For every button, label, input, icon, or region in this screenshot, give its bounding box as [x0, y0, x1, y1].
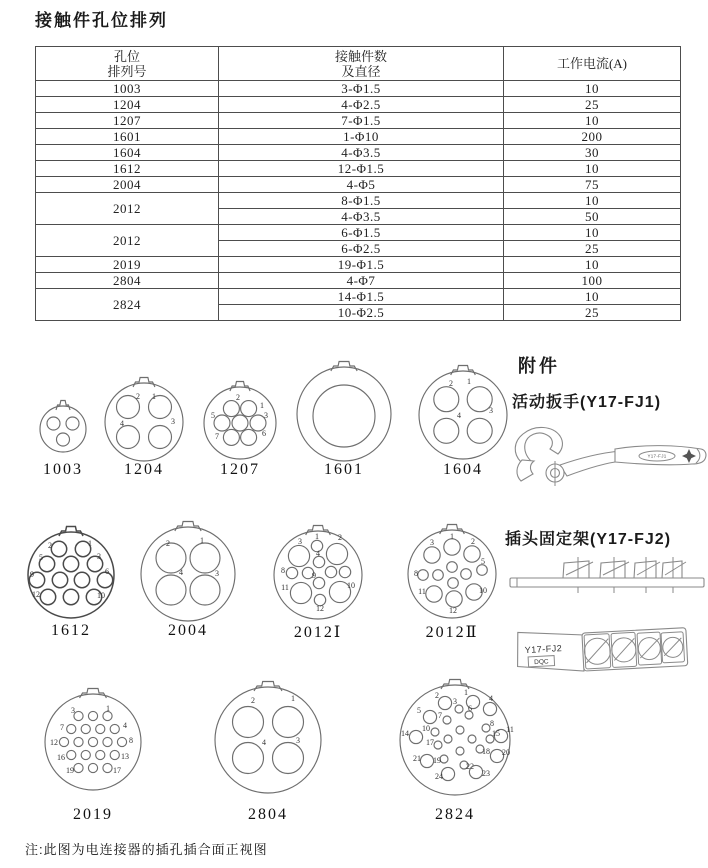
- header-line: 接触件数: [334, 48, 387, 64]
- pin-number: 7: [438, 710, 442, 720]
- connector-face-1612: [12, 516, 130, 634]
- contact-hole: [288, 545, 309, 566]
- pin-number: 10: [422, 723, 430, 733]
- pin-number: 11: [506, 724, 514, 734]
- contact-hole: [461, 569, 472, 580]
- contact-hole: [469, 765, 482, 778]
- contact-hole: [477, 565, 488, 576]
- cell-contact-spec: 4-Φ3.5: [219, 145, 504, 161]
- pin-number: 8: [414, 568, 418, 578]
- connector-face-2804: [199, 671, 337, 809]
- contact-hole: [63, 589, 78, 604]
- wrench-arm: [560, 451, 622, 476]
- contact-hole: [313, 556, 324, 567]
- pin-number: 2: [449, 378, 453, 388]
- contact-hole: [67, 750, 76, 759]
- cell-arrangement-id: 1601: [36, 129, 219, 145]
- pin-number: 5: [39, 552, 43, 562]
- pin-number: 3: [171, 416, 175, 426]
- cell-contact-spec: 14-Φ1.5: [219, 289, 504, 305]
- pin-number: 11: [418, 586, 426, 596]
- contact-hole: [223, 429, 239, 445]
- contact-hole: [57, 433, 70, 446]
- contact-hole: [190, 575, 220, 605]
- pin-number: 1: [450, 531, 454, 541]
- rail-clip: [563, 557, 593, 593]
- pin-number: 2: [251, 695, 255, 705]
- pin-number: 13: [121, 751, 129, 761]
- pin-number: 1: [260, 400, 264, 410]
- contact-hole: [409, 730, 422, 743]
- connector-face-1207: [188, 371, 292, 475]
- cell-arrangement-id: 1604: [36, 145, 219, 161]
- cell-contact-spec: 4-Φ5: [219, 177, 504, 193]
- cell-working-current: 10: [504, 81, 681, 97]
- connector-label: 2019: [73, 806, 113, 823]
- connector-face-2824: [384, 669, 526, 811]
- pin-number: 10: [479, 585, 487, 595]
- pin-number: 1: [464, 687, 468, 697]
- contact-hole: [232, 415, 248, 431]
- contact-hole: [483, 702, 496, 715]
- contact-hole: [456, 726, 464, 734]
- pin-number: 6: [105, 566, 109, 576]
- contact-hole: [110, 750, 119, 759]
- pin-number: 5: [211, 410, 215, 420]
- pin-number: 21: [413, 753, 421, 763]
- cell-working-current: 50: [504, 209, 681, 225]
- contact-hole: [88, 711, 97, 720]
- cell-working-current: 25: [504, 97, 681, 113]
- contact-hole: [434, 387, 459, 412]
- cell-contact-spec: 4-Φ7: [219, 273, 504, 289]
- contact-hole: [444, 735, 452, 743]
- contact-hole: [420, 754, 433, 767]
- pin-number: 3: [489, 405, 493, 415]
- header-working-current: 工作电流(A): [504, 47, 681, 81]
- cell-contact-spec: 6-Φ1.5: [219, 225, 504, 241]
- cell-arrangement-id: 2012: [36, 225, 219, 257]
- cell-working-current: 100: [504, 273, 681, 289]
- contact-hole: [96, 750, 105, 759]
- pin-number: 2: [236, 392, 240, 402]
- cell-contact-spec: 8-Φ1.5: [219, 193, 504, 209]
- pin-number: 1: [467, 376, 471, 386]
- cell-working-current: 25: [504, 241, 681, 257]
- pin-number: 3: [298, 536, 302, 546]
- cell-contact-spec: 4-Φ3.5: [219, 209, 504, 225]
- contact-hole: [88, 763, 97, 772]
- pin-number: 4: [179, 567, 183, 577]
- contact-hole: [423, 710, 436, 723]
- contact-hole: [74, 711, 83, 720]
- contact-hole: [448, 578, 459, 589]
- contact-hole: [455, 705, 463, 713]
- pin-number: 12: [449, 605, 457, 615]
- cell-contact-spec: 3-Φ1.5: [219, 81, 504, 97]
- contact-hole: [273, 707, 304, 738]
- pin-number: 2: [338, 532, 342, 542]
- contact-hole: [241, 401, 257, 417]
- pin-number: 14: [401, 728, 409, 738]
- contact-hole: [443, 716, 451, 724]
- connector-face-2012-1: [258, 515, 378, 635]
- contact-hole: [440, 755, 448, 763]
- page-note: 注:此图为电连接器的插孔插合面正视图: [25, 842, 268, 857]
- header-line: 孔位: [113, 48, 140, 64]
- contact-hole: [431, 728, 439, 736]
- contact-hole: [434, 741, 442, 749]
- contact-hole: [468, 735, 476, 743]
- cell-arrangement-id: 1003: [36, 81, 219, 97]
- pin-number: 3: [430, 537, 434, 547]
- cell-contact-spec: 12-Φ1.5: [219, 161, 504, 177]
- pin-number: 6: [262, 428, 266, 438]
- pin-number: 1: [152, 391, 156, 401]
- contact-hole: [326, 543, 347, 564]
- wrench-hook-head: [515, 427, 562, 462]
- key-tab: [133, 378, 155, 388]
- pin-number: 16: [57, 752, 65, 762]
- rail-clip: [662, 557, 686, 593]
- cell-working-current: 10: [504, 193, 681, 209]
- contact-hole: [117, 737, 126, 746]
- contact-hole: [273, 743, 304, 774]
- connector-face-1601: [281, 351, 407, 477]
- contact-hole: [103, 763, 112, 772]
- connector-label: 1207: [220, 461, 260, 478]
- key-tab: [56, 401, 70, 411]
- pin-number: 3: [215, 568, 219, 578]
- contact-hole: [433, 570, 444, 581]
- pin-number: 3: [453, 696, 457, 706]
- pin-number: 12: [316, 603, 324, 613]
- key-tab: [80, 689, 107, 699]
- connector-face-2012-2: [392, 514, 512, 634]
- connector-label: 2012Ⅰ: [293, 624, 343, 641]
- plate-sub-label: DQC: [534, 658, 549, 667]
- pin-number: 12: [32, 589, 40, 599]
- pin-number: 4: [457, 410, 461, 420]
- pin-number: 8: [490, 718, 494, 728]
- pin-number: 18: [482, 746, 490, 756]
- cell-arrangement-id: 2019: [36, 257, 219, 273]
- contact-hole: [96, 724, 105, 733]
- connector-face-2019: [29, 678, 157, 806]
- cell-working-current: 30: [504, 145, 681, 161]
- contact-hole: [52, 572, 67, 587]
- pin-number: 8: [129, 735, 133, 745]
- pin-number: 3: [71, 705, 75, 715]
- contact-hole: [74, 763, 83, 772]
- contact-hole: [63, 556, 78, 571]
- connector-label: 2824: [435, 806, 475, 823]
- contact-hole: [456, 747, 464, 755]
- connector-label: 1204: [124, 461, 164, 478]
- face-outline: [204, 387, 276, 459]
- contact-hole: [51, 541, 66, 556]
- contact-hole: [233, 707, 264, 738]
- contact-hole: [339, 566, 350, 577]
- contact-hole: [74, 737, 83, 746]
- contact-hole: [424, 547, 440, 563]
- contact-hole: [223, 401, 239, 417]
- pin-number: 4: [262, 737, 266, 747]
- cell-working-current: 200: [504, 129, 681, 145]
- cell-contact-spec: 10-Φ2.5: [219, 305, 504, 321]
- pin-number: 8: [281, 565, 285, 575]
- cell-arrangement-id: 2824: [36, 289, 219, 321]
- contact-hole: [467, 418, 492, 443]
- pin-number: 12: [50, 737, 58, 747]
- pin-number: 17: [113, 765, 121, 775]
- plate-model-label: Y17-FJ2: [524, 643, 563, 656]
- accessories-heading: 附件: [518, 356, 560, 376]
- contact-hole: [418, 570, 429, 581]
- cell-contact-spec: 7-Φ1.5: [219, 113, 504, 129]
- contact-hole: [241, 429, 257, 445]
- contact-hole: [482, 724, 490, 732]
- contact-hole: [233, 743, 264, 774]
- key-tab: [331, 362, 357, 372]
- contact-hole: [40, 589, 55, 604]
- contact-hole: [325, 566, 336, 577]
- pin-number: 4: [120, 418, 124, 428]
- contact-hole: [444, 539, 460, 555]
- face-outline: [419, 371, 507, 459]
- cell-working-current: 10: [504, 257, 681, 273]
- pin-number: 6: [468, 703, 472, 713]
- pin-number: 17: [426, 737, 434, 747]
- contact-hole: [447, 562, 458, 573]
- contact-hole: [47, 417, 60, 430]
- pin-number: 20: [502, 747, 510, 757]
- connector-label: 1003: [43, 461, 83, 478]
- face-outline: [40, 406, 86, 452]
- face-outline: [408, 530, 496, 618]
- pin-number: 1: [200, 535, 204, 545]
- contact-hole: [88, 737, 97, 746]
- pin-number: 1: [106, 703, 110, 713]
- contact-hole: [149, 426, 172, 449]
- contact-hole: [66, 417, 79, 430]
- pin-number: 3: [97, 551, 101, 561]
- pin-number: 9: [30, 569, 34, 579]
- contact-hole: [438, 696, 451, 709]
- face-outline: [141, 527, 235, 621]
- header-line: 排列号: [107, 63, 147, 79]
- contact-hole: [434, 418, 459, 443]
- wrench-title: 活动扳手(Y17-FJ1): [512, 394, 662, 411]
- cell-contact-spec: 1-Φ10: [219, 129, 504, 145]
- pin-number: 2: [435, 690, 439, 700]
- contact-hole: [117, 426, 140, 449]
- wrench-claw-tip: [517, 460, 534, 481]
- pin-number: 1: [291, 693, 295, 703]
- connector-label: 2012Ⅱ: [425, 624, 479, 641]
- bracket-plate-drawing: [513, 618, 693, 680]
- contact-hole: [110, 724, 119, 733]
- connector-label: 1612: [51, 622, 91, 639]
- cell-contact-spec: 19-Φ1.5: [219, 257, 504, 273]
- center-contact: [313, 385, 375, 447]
- contact-hole: [441, 767, 454, 780]
- pin-number: 10: [347, 580, 355, 590]
- contact-hole: [464, 546, 480, 562]
- pin-number: 9: [312, 570, 316, 580]
- pin-number: 19: [433, 755, 441, 765]
- pin-number: 7: [215, 431, 219, 441]
- pin-number: 1: [315, 531, 319, 541]
- page-title: 接触件孔位排列: [35, 11, 168, 30]
- pin-number: 2: [48, 540, 52, 550]
- cell-working-current: 25: [504, 305, 681, 321]
- contact-hole: [59, 737, 68, 746]
- key-tab: [230, 382, 250, 392]
- header-line: 及直径: [341, 63, 381, 79]
- contact-hole: [214, 415, 230, 431]
- pin-number: 15: [492, 728, 500, 738]
- pin-number: 2: [166, 538, 170, 548]
- contact-hole: [74, 572, 89, 587]
- cell-arrangement-id: 1207: [36, 113, 219, 129]
- pin-number: 11: [281, 582, 289, 592]
- pin-number: 7: [60, 722, 64, 732]
- pin-number: 3: [264, 410, 268, 420]
- pin-number: 1: [88, 538, 92, 548]
- connector-face-2004: [125, 511, 251, 637]
- wrench-drawing: [505, 418, 708, 488]
- pin-number: 5: [417, 705, 421, 715]
- pin-number: 4: [489, 693, 493, 703]
- cell-arrangement-id: 2804: [36, 273, 219, 289]
- contact-hole: [426, 586, 442, 602]
- cell-arrangement-id: 1204: [36, 97, 219, 113]
- cell-working-current: 75: [504, 177, 681, 193]
- contact-hole: [446, 591, 462, 607]
- rail-clip: [600, 557, 629, 593]
- cell-contact-spec: 4-Φ2.5: [219, 97, 504, 113]
- contact-hole: [286, 567, 297, 578]
- contact-hole: [81, 750, 90, 759]
- cell-arrangement-id: 2004: [36, 177, 219, 193]
- connector-label: 1604: [443, 461, 483, 478]
- pin-number: 19: [66, 765, 74, 775]
- bracket-plate-group: [516, 624, 688, 675]
- key-tab: [451, 366, 476, 376]
- pin-number: 2: [471, 536, 475, 546]
- connector-label: 2004: [168, 622, 208, 639]
- cell-working-current: 10: [504, 225, 681, 241]
- contact-hole: [290, 582, 311, 603]
- pin-number: 4: [316, 548, 320, 558]
- contact-hole: [67, 724, 76, 733]
- contact-hole: [156, 575, 186, 605]
- contact-hole: [103, 737, 112, 746]
- pin-number: 3: [296, 735, 300, 745]
- connector-label: 1601: [324, 461, 364, 478]
- cell-contact-spec: 6-Φ2.5: [219, 241, 504, 257]
- pin-number: 5: [481, 556, 485, 566]
- cell-arrangement-id: 1612: [36, 161, 219, 177]
- contact-hole: [81, 724, 90, 733]
- pin-number: 22: [466, 761, 474, 771]
- connector-label: 2804: [248, 806, 288, 823]
- wrench-tag-label: Y17-FJ1: [647, 453, 667, 459]
- pin-number: 23: [482, 768, 490, 778]
- key-tab: [175, 522, 201, 532]
- cell-working-current: 10: [504, 113, 681, 129]
- pin-number: 4: [123, 720, 127, 730]
- rail-bar: [510, 578, 704, 587]
- rail-clip: [634, 557, 660, 593]
- bracket-title: 插头固定架(Y17-FJ2): [505, 531, 672, 548]
- cell-arrangement-id: 2012: [36, 193, 219, 225]
- key-tab: [254, 682, 282, 692]
- bracket-rail-drawing: [508, 552, 708, 600]
- face-outline: [215, 687, 321, 793]
- cell-working-current: 10: [504, 161, 681, 177]
- pin-number: 24: [435, 771, 443, 781]
- pin-number: 10: [97, 590, 105, 600]
- pin-number: 2: [136, 391, 140, 401]
- cell-working-current: 10: [504, 289, 681, 305]
